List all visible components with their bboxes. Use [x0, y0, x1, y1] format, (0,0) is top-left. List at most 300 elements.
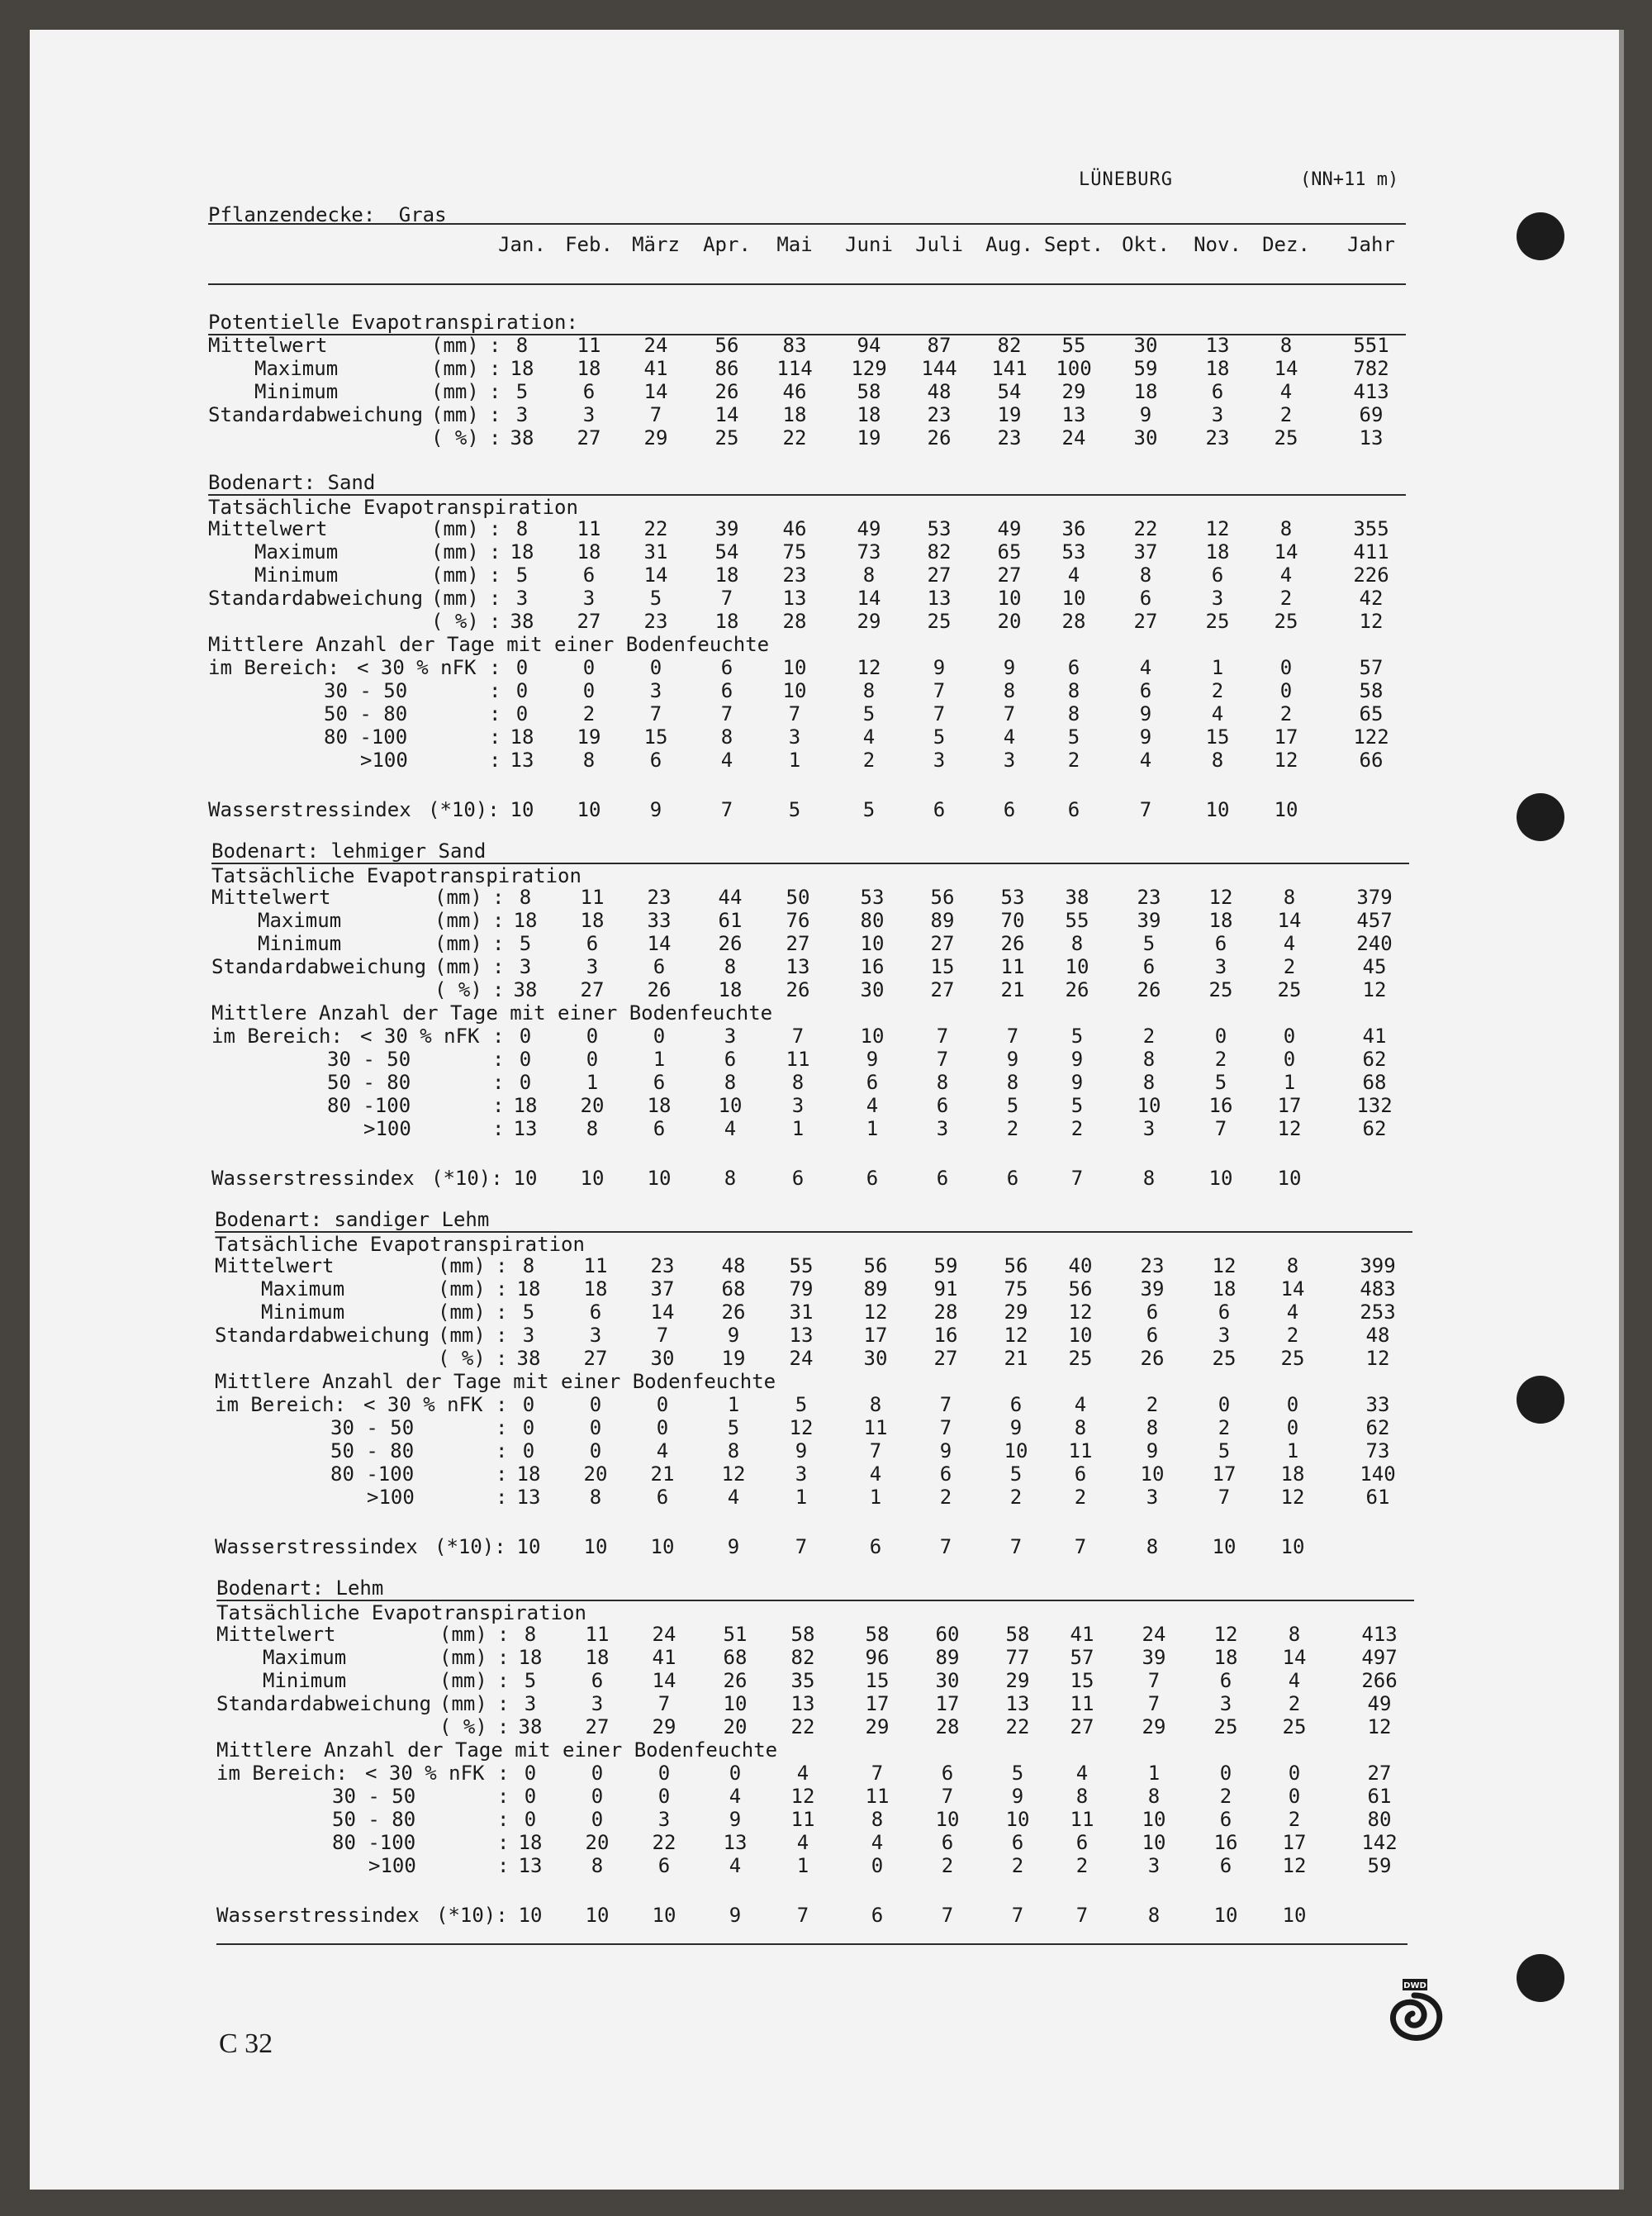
- table-cell: 11: [786, 1048, 810, 1071]
- separator: :: [496, 1277, 508, 1301]
- table-cell: 7: [649, 702, 662, 725]
- table-cell: 13: [1359, 426, 1384, 449]
- separator: :: [497, 1623, 510, 1646]
- table-cell: 62: [1362, 1117, 1387, 1140]
- table-row: [208, 725, 1406, 749]
- table-cell: 17: [1277, 1094, 1302, 1117]
- table-row: [216, 1669, 1414, 1692]
- table-cell: 24: [789, 1347, 814, 1370]
- table-cell: 82: [790, 1646, 815, 1669]
- table-cell: 22: [1005, 1715, 1030, 1738]
- table-cell: 0: [1283, 1025, 1296, 1048]
- table-cell: 8: [1006, 1071, 1019, 1094]
- table-cell: 27: [577, 610, 601, 633]
- table-cell: 39: [1140, 1277, 1165, 1301]
- month-column-header: März: [632, 233, 680, 256]
- row-label: 50 - 80: [327, 1071, 411, 1094]
- row-label: Standardabweichung: [215, 1324, 430, 1347]
- row-label: Wasserstressindex: [215, 1535, 418, 1558]
- table-cell: 8: [1211, 749, 1224, 772]
- table-cell: 13: [1061, 403, 1086, 426]
- table-cell: 129: [851, 357, 887, 380]
- separator: :: [497, 1762, 510, 1785]
- table-cell: 100: [1056, 357, 1092, 380]
- table-cell: 10: [652, 1904, 676, 1927]
- table-row: [208, 357, 1406, 380]
- table-row: [211, 909, 1409, 932]
- table-cell: 17: [1274, 725, 1298, 749]
- table-cell: 7: [1075, 1904, 1089, 1927]
- section-title: Bodenart: sandiger Lehm: [215, 1208, 490, 1231]
- table-cell: 26: [721, 1301, 746, 1324]
- table-cell: 13: [510, 749, 534, 772]
- table-cell: 48: [1365, 1324, 1390, 1347]
- table-cell: 25: [1274, 426, 1298, 449]
- table-cell: 3: [522, 1324, 535, 1347]
- table-cell: 37: [1133, 540, 1158, 564]
- table-cell: 3: [591, 1692, 604, 1715]
- table-cell: 27: [930, 932, 955, 955]
- table-cell: 0: [656, 1416, 669, 1439]
- table-cell: 10: [1065, 955, 1089, 978]
- table-cell: 18: [714, 610, 739, 633]
- table-cell: 6: [866, 1167, 879, 1190]
- table-cell: 6: [591, 1669, 604, 1692]
- table-cell: 9: [1009, 1416, 1023, 1439]
- table-cell: 4: [1067, 564, 1080, 587]
- table-cell: 59: [1367, 1854, 1392, 1877]
- table-cell: 253: [1360, 1301, 1396, 1324]
- range-prefix: im Bereich:: [208, 656, 339, 679]
- table-cell: 18: [1213, 1646, 1238, 1669]
- row-label: Minimum: [254, 380, 339, 403]
- table-cell: 49: [997, 517, 1022, 540]
- unit-label: (*10):: [428, 798, 500, 821]
- table-cell: 4: [871, 1831, 884, 1854]
- table-cell: 5: [1006, 1094, 1019, 1117]
- row-label: 30 - 50: [330, 1416, 415, 1439]
- table-cell: 23: [927, 403, 952, 426]
- unit-label: ( %): [434, 978, 482, 1001]
- table-cell: 7: [1139, 798, 1152, 821]
- section-title: Bodenart: lehmiger Sand: [211, 839, 487, 863]
- table-cell: 0: [515, 702, 529, 725]
- table-cell: 18: [513, 1094, 538, 1117]
- table-cell: 6: [649, 749, 662, 772]
- table-cell: 10: [782, 679, 807, 702]
- table-cell: 29: [1004, 1301, 1028, 1324]
- table-cell: 7: [1214, 1117, 1227, 1140]
- table-cell: 2: [1219, 1785, 1232, 1808]
- table-cell: 6: [1142, 955, 1156, 978]
- separator: :: [496, 1416, 508, 1439]
- table-cell: 6: [1211, 564, 1224, 587]
- table-cell: 6: [936, 1167, 949, 1190]
- table-cell: 61: [1365, 1486, 1390, 1509]
- table-cell: 49: [1367, 1692, 1392, 1715]
- table-cell: 3: [524, 1692, 537, 1715]
- unit-label: (mm): [438, 1254, 486, 1277]
- row-label: 50 - 80: [324, 702, 408, 725]
- table-cell: 27: [786, 932, 810, 955]
- table-cell: 6: [1218, 1301, 1231, 1324]
- table-row: [215, 1277, 1412, 1301]
- table-cell: 20: [997, 610, 1022, 633]
- table-cell: 0: [586, 1048, 599, 1071]
- table-cell: 8: [791, 1071, 805, 1094]
- table-cell: 18: [583, 1277, 608, 1301]
- table-cell: 14: [1277, 909, 1302, 932]
- table-cell: 28: [782, 610, 807, 633]
- table-cell: 18: [1205, 357, 1230, 380]
- table-row: [215, 1324, 1412, 1347]
- table-cell: 13: [516, 1486, 541, 1509]
- table-cell: 56: [714, 334, 739, 357]
- table-cell: 13: [789, 1324, 814, 1347]
- table-cell: 3: [1218, 1324, 1231, 1347]
- table-cell: 7: [788, 702, 801, 725]
- table-cell: 2: [1286, 1324, 1299, 1347]
- unit-label: (mm): [431, 403, 479, 426]
- table-cell: 0: [591, 1785, 604, 1808]
- table-row: [208, 380, 1406, 403]
- table-cell: 10: [583, 1535, 608, 1558]
- table-cell: 5: [519, 932, 532, 955]
- table-cell: 18: [510, 540, 534, 564]
- table-row: [208, 587, 1406, 610]
- table-cell: 14: [652, 1669, 676, 1692]
- table-cell: 12: [1359, 610, 1384, 633]
- table-cell: 29: [865, 1715, 890, 1738]
- table-cell: 27: [583, 1347, 608, 1370]
- table-cell: 483: [1360, 1277, 1396, 1301]
- month-column-header: Dez.: [1262, 233, 1310, 256]
- table-cell: 58: [857, 380, 881, 403]
- table-cell: 12: [1280, 1486, 1305, 1509]
- table-cell: 49: [857, 517, 881, 540]
- table-cell: 13: [518, 1854, 543, 1877]
- table-cell: 8: [519, 886, 532, 909]
- section-title: Bodenart: Sand: [208, 471, 376, 494]
- table-cell: 8: [1075, 1785, 1089, 1808]
- table-cell: 142: [1361, 1831, 1398, 1854]
- table-cell: 30: [650, 1347, 675, 1370]
- row-label: >100: [363, 1117, 411, 1140]
- table-cell: 18: [513, 909, 538, 932]
- table-cell: 4: [869, 1462, 882, 1486]
- table-cell: 2: [1074, 1486, 1087, 1509]
- days-title: Mittlere Anzahl der Tage mit einer Bodenfeuchte: [211, 1001, 773, 1025]
- table-cell: 33: [1365, 1393, 1390, 1416]
- table-cell: 0: [1218, 1393, 1231, 1416]
- unit-label: (mm): [438, 1277, 486, 1301]
- table-cell: 6: [1146, 1301, 1159, 1324]
- table-cell: 18: [516, 1277, 541, 1301]
- table-cell: 4: [729, 1785, 742, 1808]
- row-label: Standardabweichung: [211, 955, 427, 978]
- table-cell: 7: [1147, 1669, 1161, 1692]
- table-cell: 61: [1367, 1785, 1392, 1808]
- table-cell: 8: [1003, 679, 1016, 702]
- table-cell: 3: [933, 749, 946, 772]
- separator: :: [489, 656, 501, 679]
- table-cell: 3: [1214, 955, 1227, 978]
- unit-label: (mm): [431, 357, 479, 380]
- table-cell: 30: [1133, 334, 1158, 357]
- table-cell: 3: [1147, 1854, 1161, 1877]
- table-cell: 3: [1142, 1117, 1156, 1140]
- table-cell: 4: [1283, 932, 1296, 955]
- row-label: 30 - 50: [327, 1048, 411, 1071]
- table-row: [211, 978, 1409, 1001]
- table-row: [215, 1416, 1412, 1439]
- table-cell: 26: [1140, 1347, 1165, 1370]
- table-cell: 75: [782, 540, 807, 564]
- table-row: [208, 610, 1406, 633]
- row-label: 80 -100: [324, 725, 408, 749]
- subsection-title: Tatsächliche Evapotranspiration: [215, 1233, 585, 1256]
- table-cell: 6: [720, 656, 733, 679]
- table-cell: 40: [1068, 1254, 1093, 1277]
- row-label: Mittelwert: [211, 886, 331, 909]
- table-cell: 1: [1147, 1762, 1161, 1785]
- table-cell: 18: [782, 403, 807, 426]
- table-row: [216, 1762, 1414, 1785]
- row-label: Mittelwert: [208, 334, 328, 357]
- table-cell: 5: [795, 1393, 808, 1416]
- table-cell: 38: [510, 610, 534, 633]
- table-cell: 6: [1075, 1831, 1089, 1854]
- table-cell: 6: [1214, 932, 1227, 955]
- table-cell: 16: [1213, 1831, 1238, 1854]
- table-cell: 11: [1068, 1439, 1093, 1462]
- table-cell: 38: [513, 978, 538, 1001]
- table-cell: 5: [862, 798, 876, 821]
- table-cell: 14: [643, 564, 668, 587]
- table-cell: 355: [1353, 517, 1389, 540]
- table-cell: 7: [933, 679, 946, 702]
- table-cell: 8: [1142, 1048, 1156, 1071]
- table-cell: 19: [997, 403, 1022, 426]
- table-cell: 6: [656, 1486, 669, 1509]
- separator: :: [489, 426, 501, 449]
- table-cell: 59: [933, 1254, 958, 1277]
- table-cell: 0: [871, 1854, 884, 1877]
- table-cell: 6: [589, 1301, 602, 1324]
- plant-cover-value: Gras: [398, 203, 447, 226]
- table-cell: 10: [1208, 1167, 1233, 1190]
- table-cell: 6: [653, 1071, 666, 1094]
- table-cell: 22: [1133, 517, 1158, 540]
- table-cell: 7: [1070, 1167, 1084, 1190]
- page-edge: [1619, 30, 1624, 2190]
- table-cell: 9: [1070, 1048, 1084, 1071]
- table-cell: 6: [1219, 1808, 1232, 1831]
- table-cell: 6: [582, 564, 596, 587]
- row-label: Minimum: [254, 564, 339, 587]
- table-cell: 5: [1218, 1439, 1231, 1462]
- table-cell: 5: [1011, 1762, 1024, 1785]
- table-cell: 25: [1274, 610, 1298, 633]
- table-cell: 0: [524, 1762, 537, 1785]
- plant-cover-label: Pflanzendecke:: [208, 203, 376, 226]
- table-cell: 4: [729, 1854, 742, 1877]
- range-prefix: im Bereich:: [211, 1025, 343, 1048]
- table-cell: 15: [1205, 725, 1230, 749]
- table-cell: 0: [582, 656, 596, 679]
- table-cell: 18: [577, 357, 601, 380]
- table-cell: 56: [863, 1254, 888, 1277]
- table-cell: 65: [997, 540, 1022, 564]
- dwd-logo: [1381, 1979, 1447, 2045]
- table-cell: 14: [643, 380, 668, 403]
- table-cell: 9: [933, 656, 946, 679]
- unit-label: (mm): [434, 955, 482, 978]
- table-cell: 26: [927, 426, 952, 449]
- table-cell: 21: [650, 1462, 675, 1486]
- table-cell: 22: [782, 426, 807, 449]
- table-cell: 3: [1219, 1692, 1232, 1715]
- table-cell: 23: [650, 1254, 675, 1277]
- month-column-header: Okt.: [1122, 233, 1170, 256]
- table-cell: 58: [1005, 1623, 1030, 1646]
- table-cell: 8: [724, 955, 737, 978]
- water-stress-row: [215, 1535, 1412, 1558]
- table-cell: 3: [586, 955, 599, 978]
- subsection-title: Tatsächliche Evapotranspiration: [216, 1601, 586, 1624]
- table-cell: 0: [591, 1762, 604, 1785]
- table-cell: 7: [936, 1048, 949, 1071]
- table-row: [216, 1646, 1414, 1669]
- table-cell: 27: [933, 1347, 958, 1370]
- separator: :: [497, 1785, 510, 1808]
- table-cell: 6: [1003, 798, 1016, 821]
- table-cell: 25: [714, 426, 739, 449]
- table-cell: 54: [714, 540, 739, 564]
- separator: :: [497, 1831, 510, 1854]
- table-cell: 39: [1137, 909, 1161, 932]
- header-rule: [208, 223, 1406, 225]
- table-cell: 2: [1009, 1486, 1023, 1509]
- section-header: [211, 839, 1409, 864]
- table-cell: 23: [1140, 1254, 1165, 1277]
- table-cell: 11: [1000, 955, 1025, 978]
- table-cell: 9: [727, 1535, 740, 1558]
- table-cell: 12: [789, 1416, 814, 1439]
- table-cell: 7: [939, 1393, 952, 1416]
- table-cell: 8: [1286, 1254, 1299, 1277]
- logo-text: DWD: [1403, 1981, 1427, 1990]
- unit-label: (mm): [434, 909, 482, 932]
- row-label: Standardabweichung: [216, 1692, 432, 1715]
- table-cell: 1: [653, 1048, 666, 1071]
- table-cell: 5: [1070, 1094, 1084, 1117]
- table-row: [211, 1025, 1409, 1048]
- table-cell: 27: [997, 564, 1022, 587]
- table-cell: 21: [1000, 978, 1025, 1001]
- range-label: < 30 % nFK: [357, 656, 477, 679]
- separator: :: [496, 1486, 508, 1509]
- table-cell: 2: [1211, 679, 1224, 702]
- table-cell: 33: [647, 909, 672, 932]
- table-cell: 77: [1005, 1646, 1030, 1669]
- section-header: [208, 311, 1406, 335]
- table-cell: 37: [650, 1277, 675, 1301]
- table-cell: 58: [1359, 679, 1384, 702]
- month-column-header: Mai: [776, 233, 813, 256]
- table-cell: 62: [1362, 1048, 1387, 1071]
- table-cell: 10: [1277, 1167, 1302, 1190]
- table-cell: 411: [1353, 540, 1389, 564]
- table-cell: 3: [519, 955, 532, 978]
- table-row: [208, 564, 1406, 587]
- table-cell: 6: [657, 1854, 671, 1877]
- table-cell: 26: [1000, 932, 1025, 955]
- separator: :: [492, 1025, 505, 1048]
- table-cell: 0: [1286, 1393, 1299, 1416]
- separator: :: [489, 357, 501, 380]
- table-cell: 30: [863, 1347, 888, 1370]
- table-cell: 8: [1139, 564, 1152, 587]
- unit-label: ( %): [439, 1715, 487, 1738]
- table-cell: 9: [1146, 1439, 1159, 1462]
- table-cell: 12: [863, 1301, 888, 1324]
- table-cell: 10: [718, 1094, 743, 1117]
- table-cell: 10: [647, 1167, 672, 1190]
- table-cell: 1: [795, 1486, 808, 1509]
- table-cell: 7: [1218, 1486, 1231, 1509]
- separator: :: [489, 749, 501, 772]
- table-cell: 12: [1362, 978, 1387, 1001]
- table-cell: 4: [656, 1439, 669, 1462]
- table-cell: 4: [866, 1094, 879, 1117]
- water-stress-row: [211, 1167, 1409, 1190]
- table-cell: 12: [1004, 1324, 1028, 1347]
- table-cell: 5: [522, 1301, 535, 1324]
- table-cell: 57: [1070, 1646, 1094, 1669]
- table-cell: 413: [1353, 380, 1389, 403]
- month-header: [208, 233, 1406, 258]
- table-cell: 2: [1279, 403, 1293, 426]
- table-cell: 6: [720, 679, 733, 702]
- table-cell: 31: [643, 540, 668, 564]
- table-cell: 6: [866, 1071, 879, 1094]
- table-cell: 30: [1133, 426, 1158, 449]
- table-cell: 25: [1208, 978, 1233, 1001]
- separator: :: [489, 540, 501, 564]
- table-cell: 4: [1211, 702, 1224, 725]
- unit-label: (mm): [434, 932, 482, 955]
- table-cell: 22: [643, 517, 668, 540]
- table-cell: 1: [586, 1071, 599, 1094]
- table-cell: 0: [1286, 1416, 1299, 1439]
- table-cell: 2: [939, 1486, 952, 1509]
- table-cell: 56: [930, 886, 955, 909]
- table-cell: 23: [643, 610, 668, 633]
- separator: :: [492, 1094, 505, 1117]
- table-cell: 6: [1219, 1854, 1232, 1877]
- row-label: 50 - 80: [332, 1808, 416, 1831]
- table-cell: 0: [524, 1785, 537, 1808]
- table-cell: 25: [1213, 1715, 1238, 1738]
- table-cell: 13: [927, 587, 952, 610]
- table-cell: 41: [1362, 1025, 1387, 1048]
- table-cell: 9: [1011, 1785, 1024, 1808]
- table-cell: 10: [1205, 798, 1230, 821]
- table-cell: 10: [860, 932, 885, 955]
- table-row: [216, 1854, 1414, 1877]
- table-cell: 9: [939, 1439, 952, 1462]
